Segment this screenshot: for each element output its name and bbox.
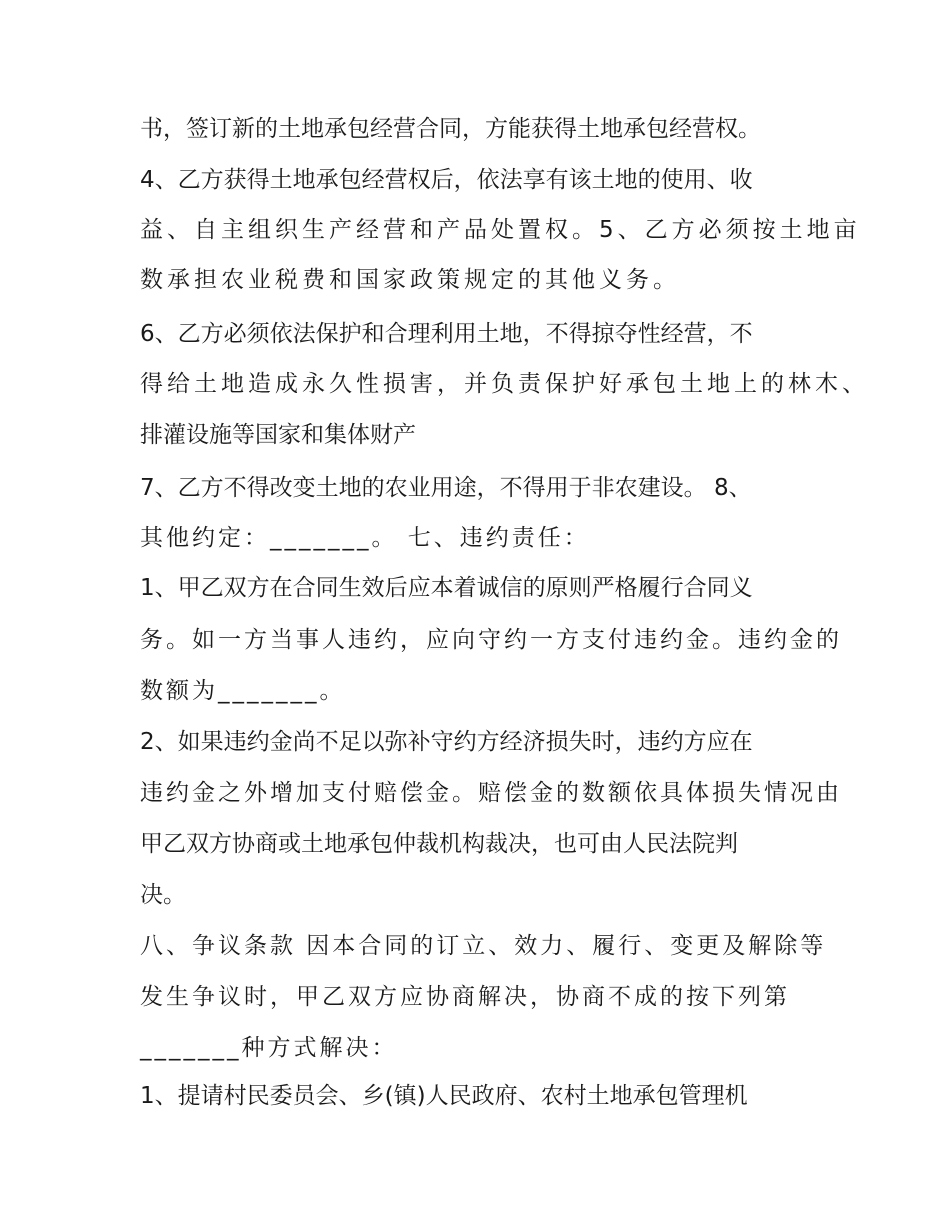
text-line: 6、乙方必须依法保护和合理利用土地，不得掠夺性经营，不 (140, 321, 753, 347)
text-line: 发生争议时，甲乙双方应协商解决，协商不成的按下列第 (140, 984, 790, 1010)
text-line: 其他约定：_______。 七、违约责任： (140, 525, 590, 551)
text-line: _______种方式解决： (140, 1035, 398, 1061)
text-line: 违约金之外增加支付赔偿金。赔偿金的数额依具体损失情况由 (140, 780, 842, 806)
text-line: 4、乙方获得土地承包经营权后，依法享有该土地的使用、收 (140, 167, 753, 193)
text-line: 益、自主组织生产经营和产品处置权。5、乙方必须按土地亩 (140, 217, 861, 243)
text-line: 数承担农业税费和国家政策规定的其他义务。 (140, 267, 680, 293)
text-line: 1、甲乙双方在合同生效后应本着诚信的原则严格履行合同义 (140, 575, 753, 601)
text-line: 排灌设施等国家和集体财产 (140, 422, 416, 448)
text-line: 书，签订新的土地承包经营合同，方能获得土地承包经营权。 (140, 116, 761, 142)
text-line: 务。如一方当事人违约，应向守约一方支付违约金。违约金的 (140, 627, 842, 653)
text-line: 得给土地造成永久性损害，并负责保护好承包土地上的林木、 (140, 371, 869, 397)
text-line: 7、乙方不得改变土地的农业用途，不得用于非农建设。 8、 (140, 475, 752, 501)
text-line: 数额为_______。 (140, 678, 346, 704)
text-line: 1、提请村民委员会、乡(镇)人民政府、农村土地承包管理机 (140, 1083, 748, 1109)
text-line: 2、如果违约金尚不足以弥补守约方经济损失时，违约方应在 (140, 729, 753, 755)
text-line: 决。 (140, 882, 186, 908)
text-line: 甲乙双方协商或土地承包仲裁机构裁决，也可由人民法院判 (140, 831, 738, 857)
text-line: 八、争议条款 因本合同的订立、效力、履行、变更及解除等 (140, 933, 827, 959)
